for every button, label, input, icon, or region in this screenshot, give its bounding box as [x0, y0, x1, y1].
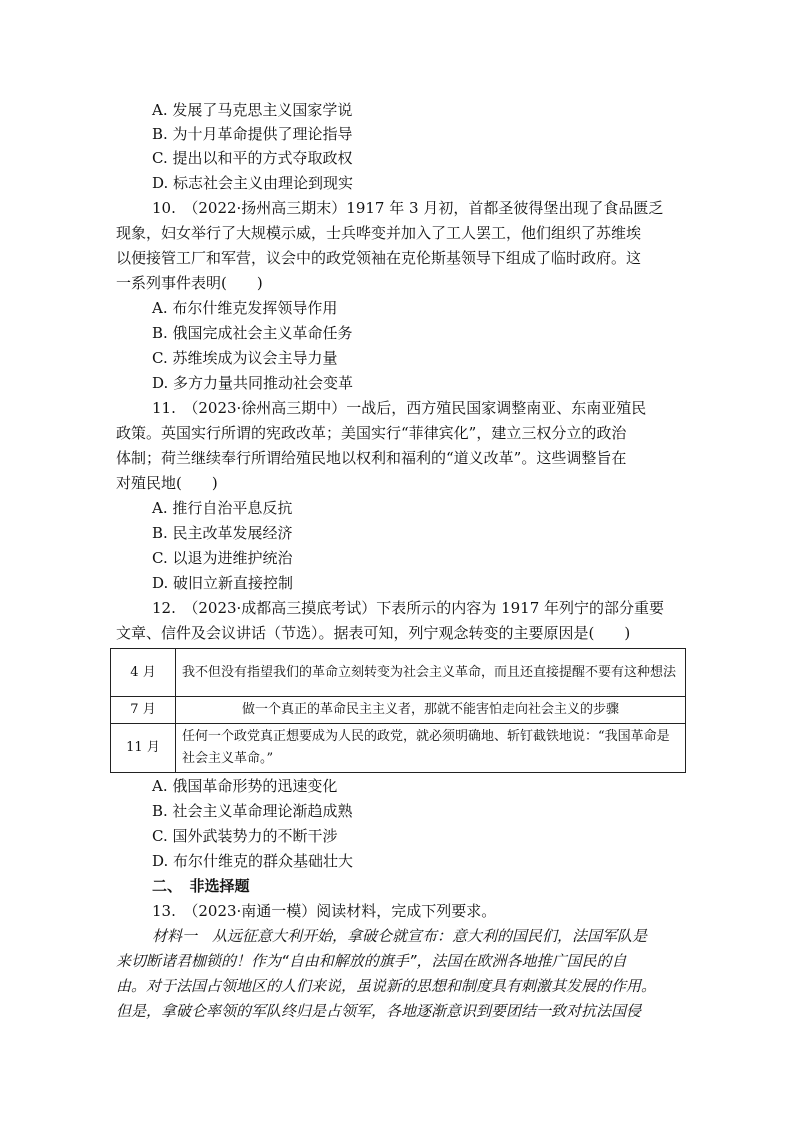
- q9-option-a: A. 发展了马克思主义国家学说: [152, 101, 353, 119]
- table-month-cell: 7 月: [111, 697, 176, 724]
- q11-option-b: B. 民主改革发展经济: [152, 524, 293, 542]
- q11-stem-line-2: 政策。英国实行所谓的宪政改革；美国实行“菲律宾化”，建立三权分立的政治: [116, 424, 627, 442]
- q11-option-a: A. 推行自治平息反抗: [152, 499, 293, 517]
- q10-option-b: B. 俄国完成社会主义革命任务: [152, 324, 353, 342]
- table-month-cell: 4 月: [111, 649, 176, 697]
- table-row: [111, 649, 686, 697]
- q9-option-d: D. 标志社会主义由理论到现实: [152, 174, 354, 192]
- q10-stem-line-1: 10. （2022·扬州高三期末）1917 年 3 月初，首都圣彼得堡出现了食品匮乏: [152, 199, 664, 217]
- q13-material-line-4: 但是，拿破仑率领的军队终归是占领军，各地逐渐意识到要团结一致对抗法国侵: [116, 1002, 642, 1020]
- table-content-cell: 做一个真正的革命民主主义者，那就不能害怕走向社会主义的步骤: [176, 697, 686, 724]
- q10-option-c: C. 苏维埃成为议会主导力量: [152, 349, 338, 367]
- q10-option-d: D. 多方力量共同推动社会变革: [152, 374, 354, 392]
- q10-option-a: A. 布尔什维克发挥领导作用: [152, 299, 338, 317]
- q11-option-c: C. 以退为进维护统治: [152, 549, 293, 567]
- q9-option-c: C. 提出以和平的方式夺取政权: [152, 149, 353, 167]
- table-row: [111, 697, 686, 724]
- q11-option-d: D. 破旧立新直接控制: [152, 574, 294, 592]
- table-month-cell: 11 月: [111, 724, 176, 773]
- q12-stem-line-1: 12. （2023·成都高三摸底考试）下表所示的内容为 1917 年列宁的部分重要: [152, 599, 665, 617]
- table-row: [111, 724, 686, 773]
- q12-stem-line-2: 文章、信件及会议讲话（节选）。据表可知，列宁观念转变的主要原因是( ): [116, 624, 631, 642]
- table-content-cell: 我不但没有指望我们的革命立刻转变为社会主义革命，而且还直接提醒不要有这种想法: [176, 649, 686, 697]
- q12-option-d: D. 布尔什维克的群众基础壮大: [152, 852, 354, 870]
- q10-stem-line-4: 一系列事件表明( ): [116, 274, 263, 292]
- q13-material-line-3: 由。对于法国占领地区的人们来说，虽说新的思想和制度具有刺激其发展的作用。: [116, 977, 657, 995]
- q12-option-b: B. 社会主义革命理论渐趋成熟: [152, 802, 353, 820]
- q13-material-line-1: 材料一 从远征意大利开始，拿破仑就宣布：意大利的国民们，法国军队是: [152, 927, 648, 945]
- q11-stem-line-4: 对殖民地( ): [116, 474, 218, 492]
- q12-option-a: A. 俄国革命形势的迅速变化: [152, 777, 338, 795]
- q13-material-line-2: 来切断诸君枷锁的！作为“自由和解放的旗手”，法国在欧洲各地推广国民的自: [116, 952, 627, 970]
- section-heading: 二、 非选择题: [152, 877, 250, 895]
- q13-stem: 13. （2023·南通一模）阅读材料，完成下列要求。: [152, 902, 497, 920]
- q9-option-b: B. 为十月革命提供了理论指导: [152, 125, 353, 143]
- q11-stem-line-1: 11. （2023·徐州高三期中）一战后，西方殖民国家调整南亚、东南亚殖民: [152, 399, 647, 417]
- q12-table: [110, 648, 686, 773]
- q10-stem-line-2: 现象，妇女举行了大规模示威，士兵哗变并加入了工人罢工，他们组织了苏维埃: [116, 224, 642, 242]
- q12-option-c: C. 国外武装势力的不断干涉: [152, 827, 338, 845]
- table-content-cell: 任何一个政党真正想要成为人民的政党，就必须明确地、斩钉截铁地说：“我国革命是社会主义革命。”: [176, 724, 686, 773]
- q10-stem-line-3: 以便接管工厂和军营，议会中的政党领袖在克伦斯基领导下组成了临时政府。这: [116, 249, 642, 267]
- q11-stem-line-3: 体制；荷兰继续奉行所谓给殖民地以权利和福利的“道义改革”。这些调整旨在: [116, 449, 627, 467]
